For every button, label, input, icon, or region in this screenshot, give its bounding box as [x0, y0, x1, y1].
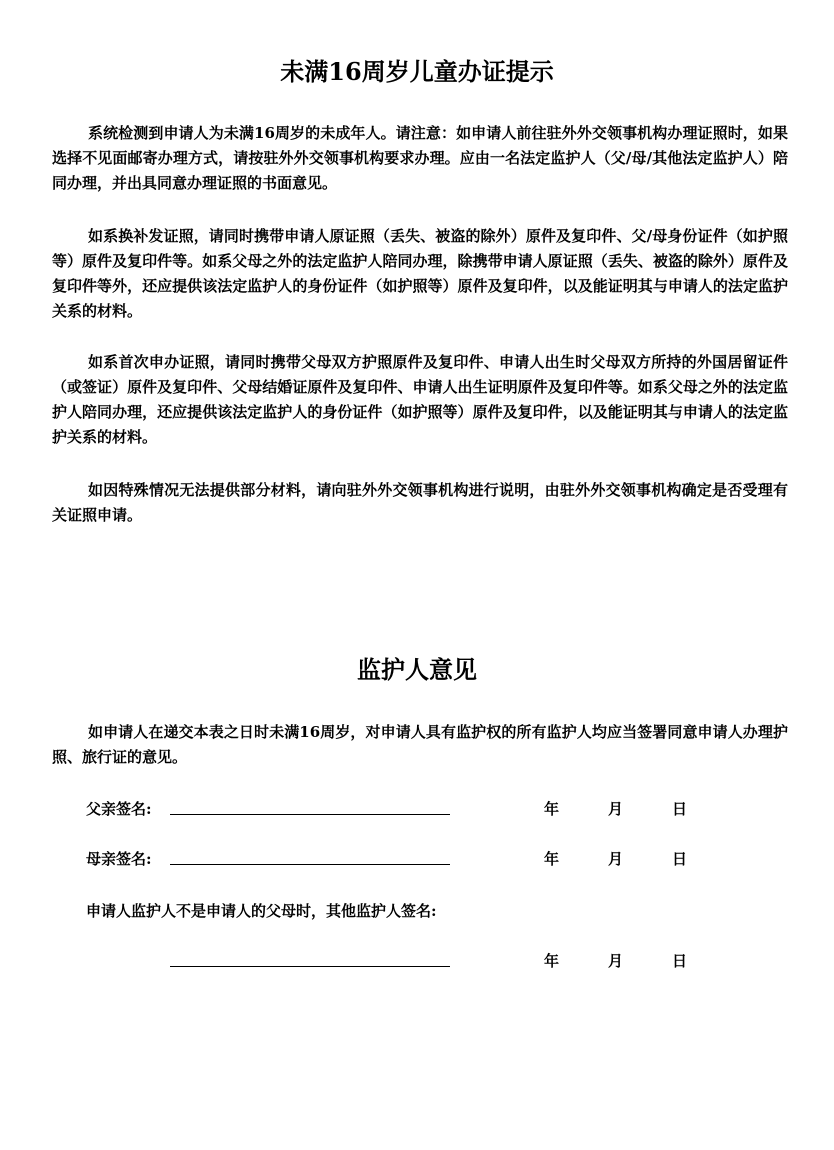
father-date-day: 日: [672, 800, 688, 818]
other-guardian-signature-row: [86, 950, 706, 976]
mother-date-day: 日: [672, 850, 688, 868]
notice-paragraph-2: 如系换补发证照，请同时携带申请人原证照（丢失、被盗的除外）原件及复印件、父/母身份证件（如护照等）原件及复印件等。如系父母之外的法定监护人陪同办理，除携带申请人原证照（丢失、被盗的除外）原件及复印件等外，还应提供该法定监护人的身份证件（如护照等）原件及复印件，以及能证明其与申请人的法定监护关系的材料。: [52, 227, 788, 320]
other-guardian-signature-line[interactable]: [170, 966, 450, 967]
father-date-month: 月: [608, 800, 624, 818]
mother-signature-row: [86, 848, 706, 874]
father-signature-label: 父亲签名:: [86, 800, 152, 818]
mother-signature-line[interactable]: [170, 864, 450, 865]
mother-date-month: 月: [608, 850, 624, 868]
mother-date-year: 年: [544, 850, 560, 868]
notice-paragraph-4: 如因特殊情况无法提供部分材料，请向驻外外交领事机构进行说明，由驻外外交领事机构确定是否受理有关证照申请。: [52, 481, 788, 524]
notice-paragraph-3: 如系首次申办证照，请同时携带父母双方护照原件及复印件、申请人出生时父母双方所持的外国居留证件（或签证）原件及复印件、父母结婚证原件及复印件、申请人出生证明原件及复印件等。如系父母之外的法定监护人陪同办理，还应提供该法定监护人的身份证件（如护照等）原件及复印件，以及能证明其与申请人的法定监护关系的材料。: [52, 353, 788, 446]
father-signature-line[interactable]: [170, 814, 450, 815]
notice-title: 未满16周岁儿童办证提示: [280, 57, 554, 86]
other-date-year: 年: [544, 952, 560, 970]
guardian-title: 监护人意见: [357, 655, 477, 684]
guardian-intro: 如申请人在递交本表之日时未满16周岁，对申请人具有监护权的所有监护人均应当签署同意申请人办理护照、旅行证的意见。: [52, 723, 788, 766]
father-date-year: 年: [544, 800, 560, 818]
father-signature-row: [86, 798, 706, 824]
other-date-day: 日: [672, 952, 688, 970]
notice-paragraph-1: 系统检测到申请人为未满16周岁的未成年人。请注意：如申请人前往驻外外交领事机构办理证照时，如果选择不见面邮寄办理方式，请按驻外外交领事机构要求办理。应由一名法定监护人（父/母/其他法定监护人）陪同办理，并出具同意办理证照的书面意见。: [52, 124, 788, 192]
other-date-month: 月: [608, 952, 624, 970]
mother-signature-label: 母亲签名:: [86, 850, 152, 868]
other-guardian-signature-label: 申请人监护人不是申请人的父母时，其他监护人签名:: [86, 902, 437, 920]
